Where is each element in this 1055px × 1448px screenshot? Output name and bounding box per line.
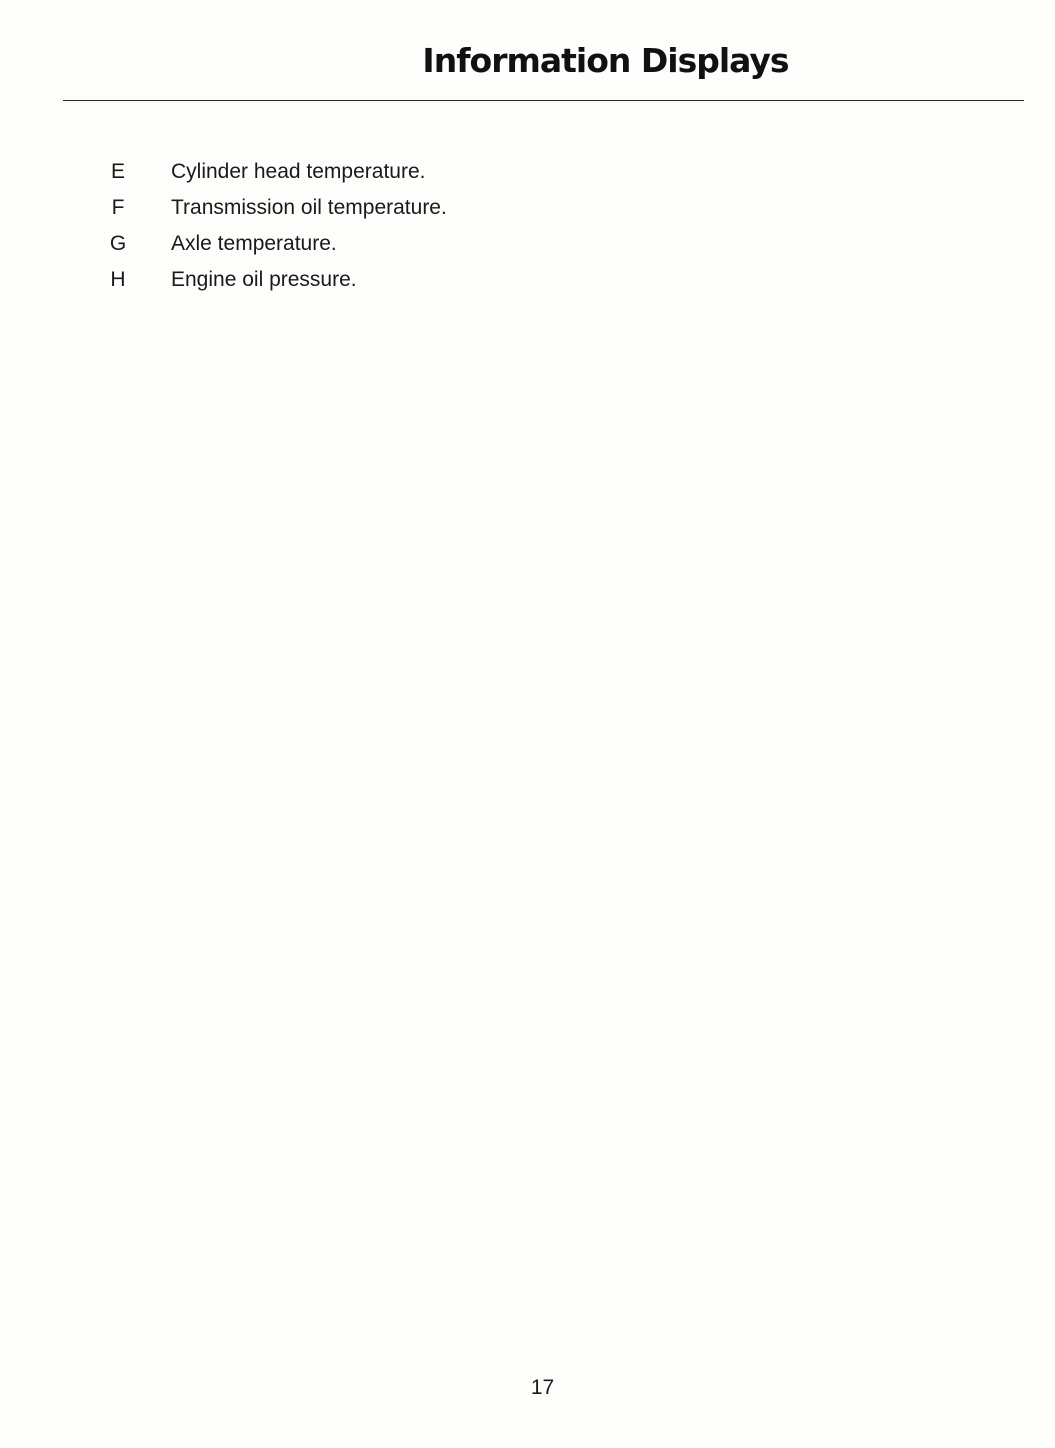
legend-letter: F	[111, 196, 125, 219]
legend-text: Engine oil pressure.	[171, 268, 357, 291]
legend-text: Cylinder head temperature.	[171, 160, 426, 183]
list-item	[100, 190, 447, 226]
list-item	[100, 154, 447, 190]
list-item	[100, 262, 447, 298]
page-header	[63, 0, 1024, 101]
legend-letter: G	[109, 232, 127, 255]
page-title: Information Displays	[422, 41, 789, 80]
legend-text: Transmission oil temperature.	[171, 196, 447, 219]
legend-letter: E	[110, 160, 125, 183]
list-item	[100, 226, 447, 262]
legend-text: Axle temperature.	[171, 232, 337, 255]
page-number: 17	[530, 1376, 555, 1399]
legend-letter: H	[110, 268, 126, 291]
legend-list	[100, 154, 447, 298]
